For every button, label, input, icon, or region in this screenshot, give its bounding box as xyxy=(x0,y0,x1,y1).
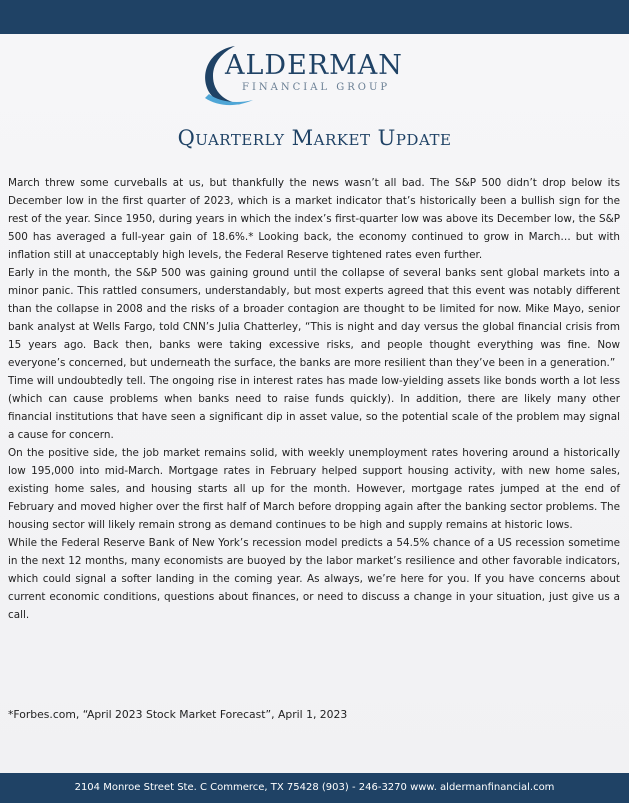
logo-subtitle: FINANCIAL GROUP xyxy=(242,82,391,93)
article-body xyxy=(8,174,620,624)
footer-contact-info: 2104 Monroe Street Ste. C Commerce, TX 75428 (903) - 246-3270 www. aldermanfinancial.com xyxy=(74,782,555,793)
paragraph: Early in the month, the S&P 500 was gaining ground until the collapse of several banks sent global markets into a minor panic. This rattled consumers, understandably, but most experts agreed that this event was notably different than the collapse in 2008 and the risks of a broader contagion are thought to be limited for now. Mike Mayo, senior bank analyst at Wells Fargo, told CNN’s Julia Chatterley, “This is night and day versus the global financial crisis from 15 years ago. Back then, banks were taking excessive risks, and people thought everything was fine. Now everyone’s concerned, but underneath the surface, the banks are more resilient than they’ve been in a generation.” xyxy=(8,267,620,369)
paragraph: While the Federal Reserve Bank of New York’s recession model predicts a 54.5% chance of a US recession sometime in the next 12 months, many economists are buoyed by the labor market’s resilience and other favorable indicators, which could signal a softer landing in the coming year. As always, we’re here for you. If you have concerns about current economic conditions, questions about finances, or need to discuss a change in your situation, just give us a call. xyxy=(8,537,620,621)
footer-bar xyxy=(0,773,629,803)
alderman-logo xyxy=(195,40,403,108)
newsletter-page xyxy=(0,34,629,773)
footnote: *Forbes.com, “April 2023 Stock Market Forecast”, April 1, 2023 xyxy=(8,708,348,721)
top-banner xyxy=(0,0,629,34)
paragraph: On the positive side, the job market remains solid, with weekly unemployment rates hovering around a historically low 195,000 into mid-March. Mortgage rates in February helped support housing activity, with new home sales, existing home sales, and housing starts all up for the month. However, mortgage rates jumped at the end of February and moved higher over the first half of March before dropping again after the banking sector problems. The housing sector will likely remain strong as demand continues to be high and supply remains at historic lows. xyxy=(8,447,620,531)
logo-name: ALDERMAN xyxy=(225,50,403,81)
paragraph: Time will undoubtedly tell. The ongoing rise in interest rates has made low-yielding assets like bonds worth a lot less (which can cause problems when banks need to raise funds quickly). In addition, there are likely many other financial institutions that have seen a significant dip in asset value, so the potential scale of the problem may signal a cause for concern. xyxy=(8,375,620,441)
paragraph: March threw some curveballs at us, but thankfully the news wasn’t all bad. The S&P 500 didn’t drop below its December low in the first quarter of 2023, which is a market indicator that’s historically been a bullish sign for the rest of the year. Since 1950, during years in which the index’s first-quarter low was above its December low, the S&P 500 has averaged a full-year gain of 18.6%.* Looking back, the economy continued to grow in March… but with inflation still at unacceptably high levels, the Federal Reserve tightened rates even further. xyxy=(8,177,620,261)
page-title: Quarterly Market Update xyxy=(177,126,452,150)
